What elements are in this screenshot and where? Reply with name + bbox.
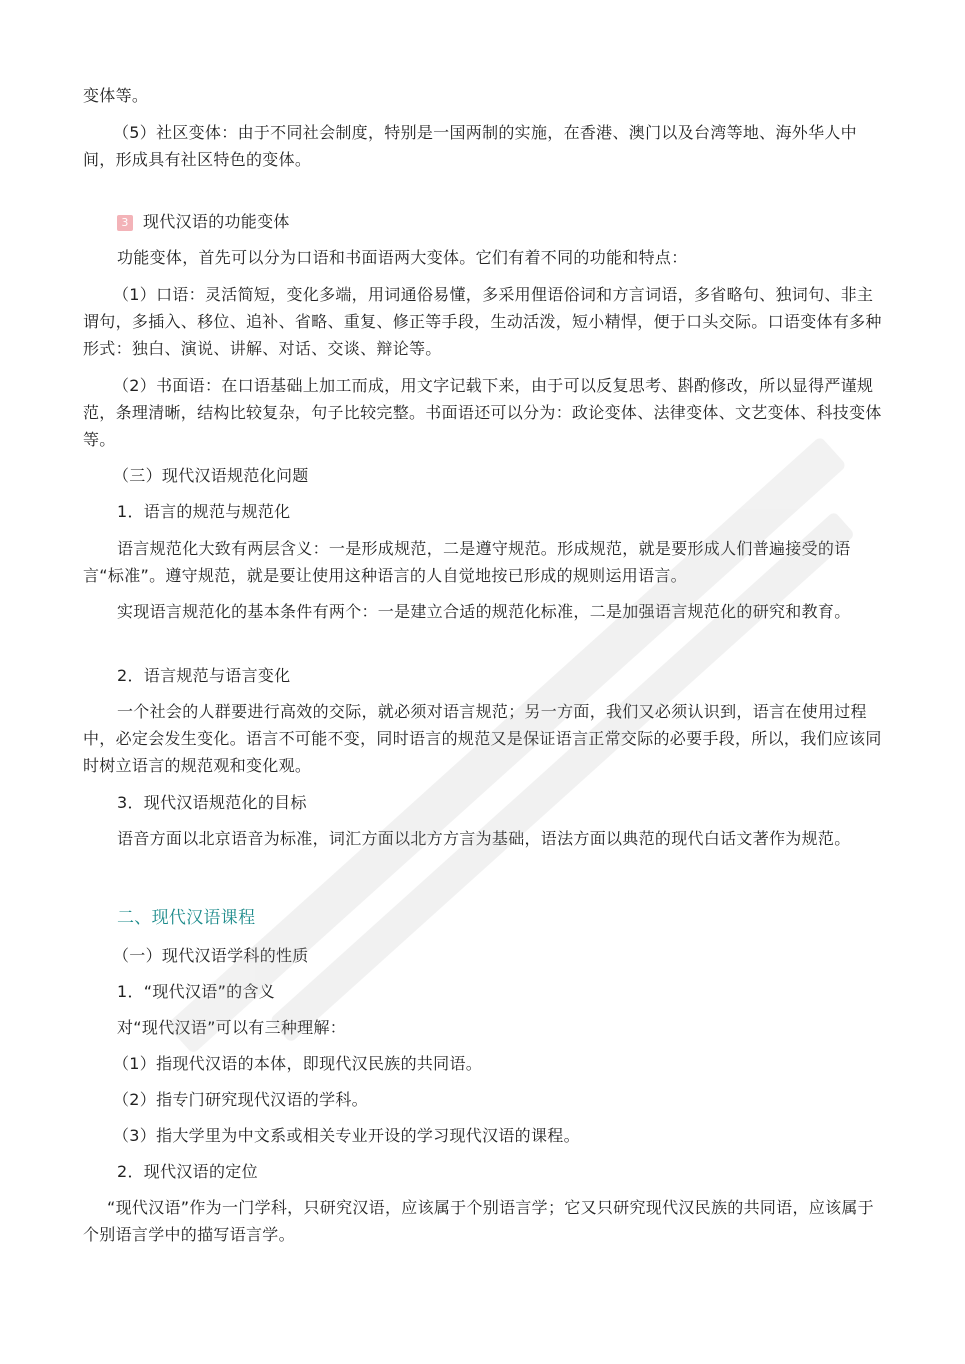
item-heading: 1．“现代汉语”的含义 xyxy=(117,982,276,1001)
paragraph: 对“现代汉语”可以有三种理解： xyxy=(117,1018,347,1037)
paragraph: 语音方面以北京语音为标准，词汇方面以北方方言为基础，语法方面以典范的现代白话文著作为规范。 xyxy=(117,829,851,848)
list-item: （3）指大学里为中文系或相关专业开设的学习现代汉语的课程。 xyxy=(113,1126,580,1145)
paragraph: “现代汉语”作为一门学科，只研究汉语，应该属于个别语言学；它又只研究现代汉民族的共同语，应该属于个别语言学中的描写语言学。 xyxy=(83,1198,874,1244)
paragraph: 一个社会的人群要进行高效的交际，就必须对语言规范；另一方面，我们又必须认识到，语言在使用过程中，必定会发生变化。语言不可能不变，同时语言的规范又是保证语言正常交际的必要手段，所以，我们应该同时树立语言的规范观和变化观。 xyxy=(83,702,882,775)
subsection-heading: （一）现代汉语学科的性质 xyxy=(113,946,309,965)
section-heading: 二、现代汉语课程 xyxy=(117,908,256,928)
paragraph: （2）书面语：在口语基础上加工而成，用文字记载下来，由于可以反复思考、斟酌修改，所以显得严谨规范，条理清晰，结构比较复杂，句子比较完整。书面语还可以分为：政论变体、法律变体、文艺变体、科技变体等。 xyxy=(83,376,882,449)
paragraph: 变体等。 xyxy=(83,86,149,105)
subsection-heading: （三）现代汉语规范化问题 xyxy=(113,466,309,485)
item-heading: 2．语言规范与语言变化 xyxy=(117,666,291,685)
list-item: （2）指专门研究现代汉语的学科。 xyxy=(113,1090,368,1109)
paragraph: 实现语言规范化的基本条件有两个：一是建立合适的规范化标准，二是加强语言规范化的研究和教育。 xyxy=(117,602,851,621)
item-heading: 2．现代汉语的定位 xyxy=(117,1162,258,1181)
list-item: （1）指现代汉语的本体，即现代汉民族的共同语。 xyxy=(113,1054,483,1073)
subsection-heading xyxy=(117,208,290,235)
paragraph: 功能变体，首先可以分为口语和书面语两大变体。它们有着不同的功能和特点： xyxy=(117,248,688,267)
paragraph: （1）口语：灵活简短，变化多端，用词通俗易懂，多采用俚语俗词和方言词语，多省略句、独词句、非主谓句，多插入、移位、追补、省略、重复、修正等手段，生动活泼，短小精悍，便于口头交际。口语变体有多种形式：独白、演说、讲解、对话、交谈、辩论等。 xyxy=(83,285,882,358)
subsection-title: 现代汉语的功能变体 xyxy=(143,212,290,231)
paragraph: （5）社区变体：由于不同社会制度，特别是一国两制的实施，在香港、澳门以及台湾等地、海外华人中间，形成具有社区特色的变体。 xyxy=(83,123,857,169)
section-number-badge: 3 xyxy=(117,215,133,231)
item-heading: 3．现代汉语规范化的目标 xyxy=(117,793,307,812)
paragraph: 语言规范化大致有两层含义：一是形成规范，二是遵守规范。形成规范，就是要形成人们普遍接受的语言“标准”。遵守规范，就是要让使用这种语言的人自觉地按已形成的规则运用语言。 xyxy=(83,539,851,585)
item-heading: 1．语言的规范与规范化 xyxy=(117,502,291,521)
